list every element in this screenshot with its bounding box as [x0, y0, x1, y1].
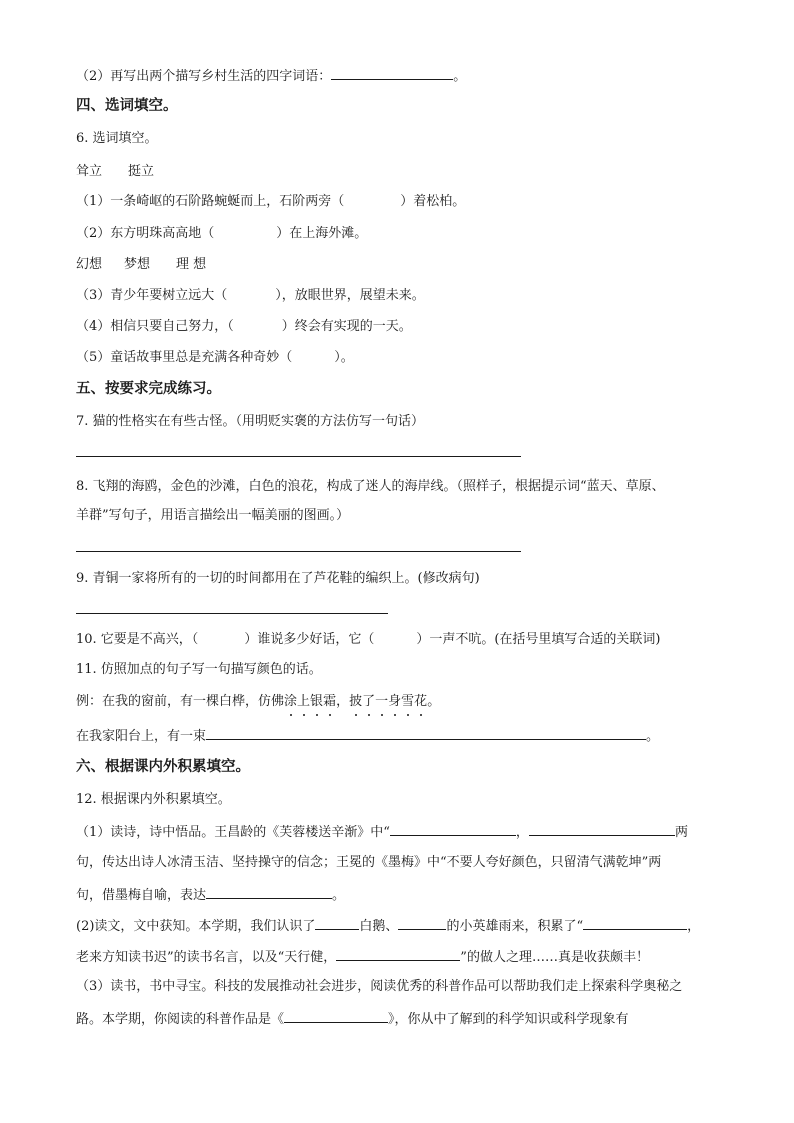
q11-example-text: 例：在我的窗前，有一棵白桦，仿佛 [76, 694, 285, 709]
dotted-char: 上 [297, 694, 311, 709]
q12-2-line-2 [76, 947, 649, 967]
q6-5-text: （5）童话故事里总是充满各种奇妙（ [76, 350, 293, 365]
dotted-char: 雪 [401, 694, 415, 709]
q11-answer-blank[interactable] [206, 726, 646, 740]
section-5-title: 五、按要求完成练习。 [76, 381, 221, 397]
q7-answer-line[interactable] [76, 456, 521, 457]
q7-text: 7. 猫的性格实在有些古怪。（用明贬实褒的方法仿写一句话） [76, 414, 425, 429]
dotted-char: 一 [375, 694, 389, 709]
q12-3-line-1: （3）读书，书中寻宝。科技的发展推动社会进步，阅读优秀的科普作品可以帮助我们走上探索科学奥秘之 [76, 979, 683, 994]
q12-1-line-3 [76, 885, 345, 905]
q12-1-line-2: 句，传达出诗人冰清玉洁、坚持操守的信念；王冕的《墨梅》中“不要人夸好颜色，只留清气满乾坤”两 [76, 855, 662, 870]
q10-text-c: ）一声不吭。(在括号里填写合适的关联词) [416, 632, 661, 647]
q6-5-line [76, 349, 354, 367]
q12-2-text-d: ， [687, 919, 701, 934]
q12-1-text-a: （1）读诗，诗中悟品。王昌龄的《芙蓉楼送辛渐》中“ [76, 825, 390, 840]
dotted-char: 霜 [323, 694, 337, 709]
q12-1-line-1 [76, 822, 688, 842]
q6-4-line [76, 318, 412, 336]
word-option: 挺立 [128, 164, 155, 179]
q6-3-text: （3）青少年要树立远大（ [76, 288, 228, 303]
q12-2-text-c: 的小英雄雨来，积累了“ [446, 919, 584, 934]
q12-2-text-b: 白鹅、 [359, 919, 399, 934]
q6-4-text: （4）相信只要自己努力，（ [76, 319, 234, 334]
q11-answer-text: 在我家阳台上，有一束 [76, 729, 207, 744]
q10-line [76, 631, 660, 649]
q6-1-end: ）着松柏。 [400, 194, 466, 209]
q12-1-text-c: 两 [674, 825, 688, 840]
example-comma: ， [336, 694, 350, 709]
q12-3-text-b: 》，你从中了解到的科学知识或科学现象有 [388, 1012, 629, 1027]
q6-3-end: ），放眼世界，展望未来。 [275, 288, 425, 303]
q11-answer [76, 726, 659, 746]
q8-line-2: 羊群”写句子，用语言描绘出一幅美丽的图画。） [76, 508, 350, 523]
q5-2-line [76, 66, 466, 86]
word-option: 幻想 [76, 257, 103, 272]
q6-5-end: ）。 [334, 350, 354, 365]
q6-3-line [76, 287, 425, 305]
q6-1-text: （1）一条崎岖的石阶路蜿蜒而上，石阶两旁（ [76, 194, 345, 209]
q6-2-line [76, 225, 367, 243]
section-6-title: 六、根据课内外积累填空。 [76, 759, 250, 775]
q12-2-text-2b: ”的做人之理……真是收获颇丰！ [460, 950, 649, 965]
example-end: 。 [427, 694, 441, 709]
dotted-char: 花 [414, 694, 428, 709]
q11-answer-end: 。 [646, 729, 660, 744]
word-option: 梦想 [124, 257, 151, 272]
q12-1-blank-2[interactable] [529, 822, 675, 836]
q8-answer-line[interactable] [76, 551, 521, 552]
q10-text-a: 10. 它要是不高兴，（ [76, 632, 199, 647]
word-option: 理 想 [176, 257, 207, 272]
q12-3-line-2 [76, 1009, 629, 1029]
q8-line-1: 8. 飞翔的海鸥，金色的沙滩，白色的浪花，构成了迷人的海岸线。（照样子，根据提示词“蓝天、草原、 [76, 479, 665, 494]
q12-1-comma: ， [515, 825, 529, 840]
q12-head: 12. 根据课内外积累填空。 [76, 792, 231, 807]
q10-text-b: ）谁说多少好话，它（ [244, 632, 375, 647]
dotted-char: 涂 [284, 694, 298, 709]
q12-3-blank-1[interactable] [284, 1009, 388, 1023]
q12-3-text-a: 路。本学期，你阅读的科普作品是《 [76, 1012, 285, 1027]
q12-2-text-2a: 老来方知读书迟”的读书名言，以及“天行健， [76, 950, 337, 965]
dotted-char: 银 [310, 694, 324, 709]
q5-2-end: 。 [453, 69, 467, 84]
q12-1-text-3b: 。 [332, 888, 346, 903]
q5-2-blank[interactable] [331, 66, 453, 80]
q6-wordbank-b [76, 256, 206, 274]
section-4-title: 四、选词填空。 [76, 98, 178, 114]
q9-text: 9. 青铜一家将所有的一切的时间都用在了芦花鞋的编织上。(修改病句) [76, 571, 480, 586]
q11-head: 11. 仿照加点的句子写一句描写颜色的话。 [76, 662, 322, 677]
q6-wordbank-a [76, 163, 154, 181]
q6-4-end: ）终会有实现的一天。 [281, 319, 412, 334]
q5-2-text: （2）再写出两个描写乡村生活的四字词语： [76, 69, 332, 84]
q6-head: 6. 选词填空。 [76, 131, 158, 146]
q12-1-blank-3[interactable] [206, 885, 332, 899]
q6-2-end: ）在上海外滩。 [276, 226, 368, 241]
q12-2-text-a: (2)读文，文中获知。本学期，我们认识了 [76, 919, 316, 934]
q12-2-blank-1[interactable] [315, 916, 359, 930]
q12-1-blank-1[interactable] [390, 822, 516, 836]
q12-2-blank-3[interactable] [583, 916, 687, 930]
q12-2-blank-4[interactable] [336, 947, 460, 961]
q12-2-blank-2[interactable] [398, 916, 446, 930]
q6-2-text: （2）东方明珠高高地（ [76, 226, 215, 241]
q11-example [76, 693, 440, 711]
q12-2-line-1 [76, 916, 700, 936]
word-option: 耸立 [76, 164, 103, 179]
q12-1-text-3a: 句，借墨梅自喻，表达 [76, 888, 207, 903]
dotted-char: 披 [349, 694, 363, 709]
dotted-char: 了 [362, 694, 376, 709]
q6-1-line [76, 193, 465, 211]
q9-answer-line[interactable] [76, 613, 388, 614]
dotted-char: 身 [388, 694, 402, 709]
